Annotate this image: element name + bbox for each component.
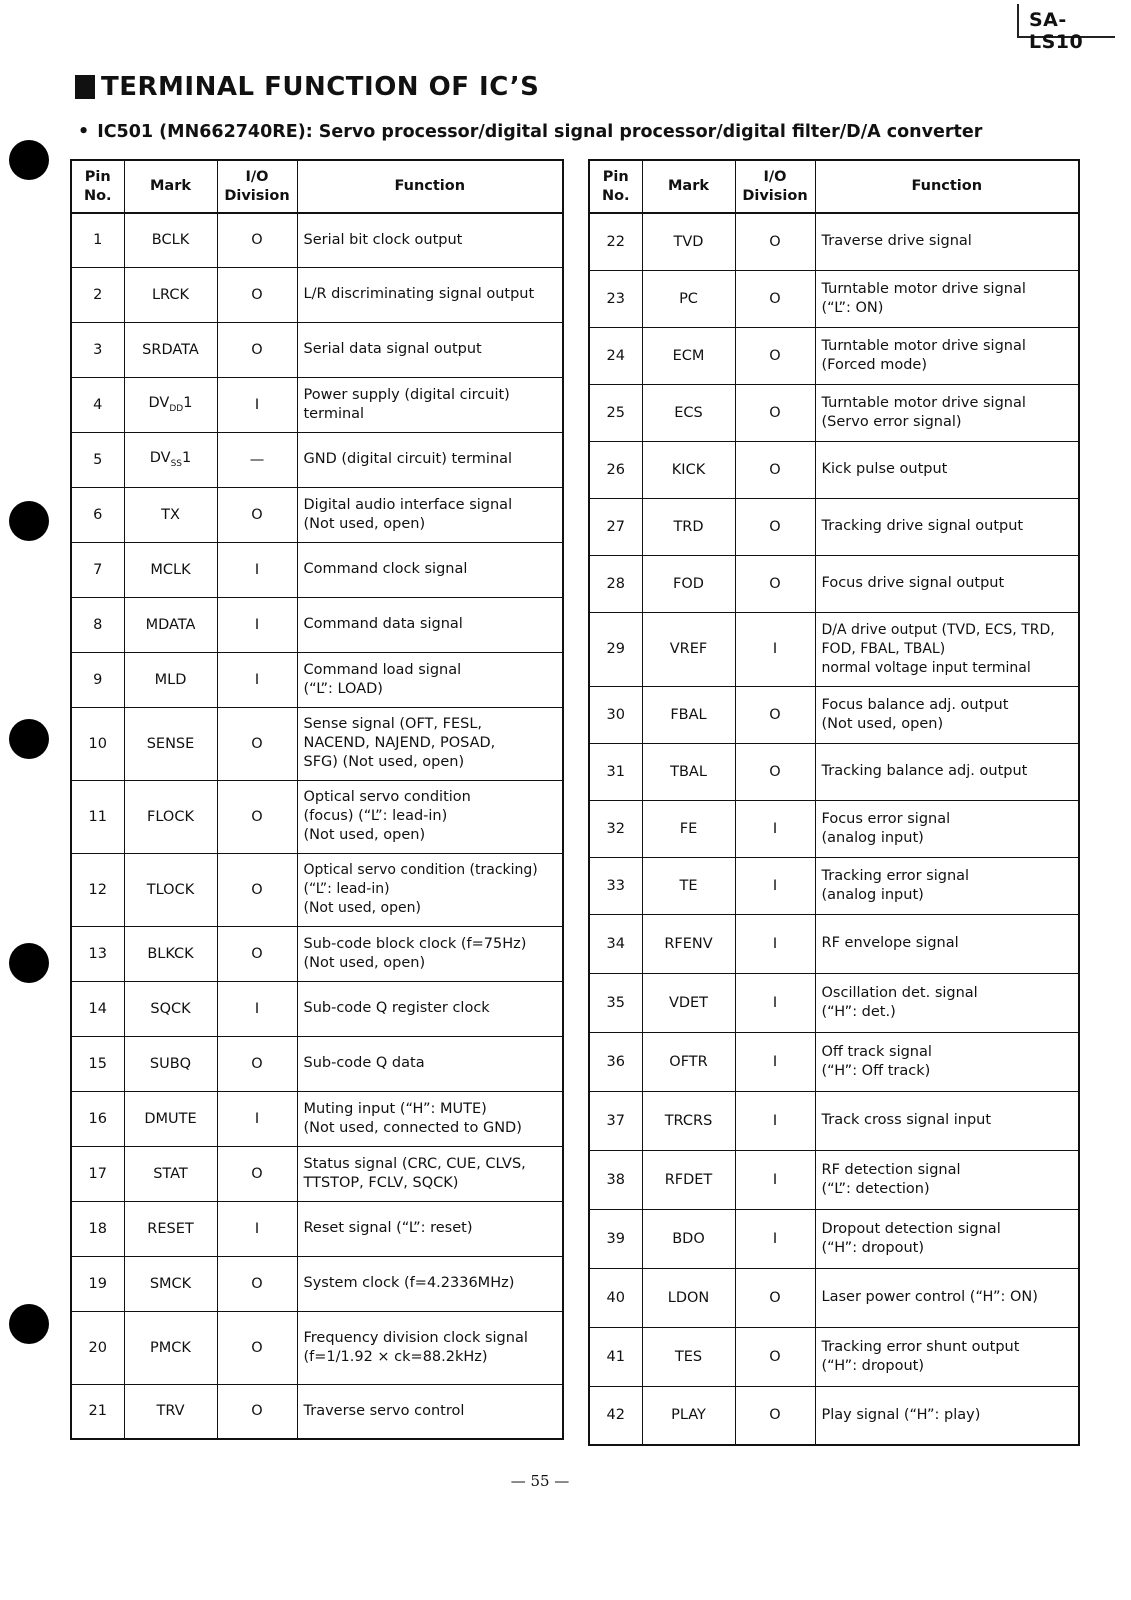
pin-number: 18 bbox=[71, 1201, 124, 1256]
table-row bbox=[589, 441, 1079, 498]
pin-mark: TRCRS bbox=[642, 1091, 735, 1150]
pin-mark: $DV_{DD}1$ bbox=[124, 377, 217, 432]
pin-function: Oscillation det. signal (“H”: det.) bbox=[815, 973, 1079, 1032]
pin-io: O bbox=[217, 1036, 297, 1091]
pin-function: RF envelope signal bbox=[815, 914, 1079, 973]
pin-io: O bbox=[735, 270, 815, 327]
pin-io: I bbox=[217, 981, 297, 1036]
pin-io: I bbox=[217, 652, 297, 707]
pin-io: O bbox=[735, 1386, 815, 1445]
pin-mark: BCLK bbox=[124, 213, 217, 267]
pin-io: — bbox=[217, 432, 297, 487]
pin-mark: SRDATA bbox=[124, 322, 217, 377]
table-row bbox=[71, 1091, 563, 1146]
pin-io: O bbox=[217, 926, 297, 981]
pin-mark: PMCK bbox=[124, 1311, 217, 1384]
pin-function: Optical servo condition (tracking) (“L”: lead-in) (Not used, open) bbox=[297, 853, 563, 926]
table-row bbox=[589, 498, 1079, 555]
pin-number: 29 bbox=[589, 612, 642, 686]
pin-number: 27 bbox=[589, 498, 642, 555]
table-row bbox=[71, 322, 563, 377]
table-row bbox=[589, 612, 1079, 686]
pin-number: 31 bbox=[589, 743, 642, 800]
table-row bbox=[589, 1032, 1079, 1091]
model-number: SA-LS10 bbox=[1029, 9, 1084, 53]
punch-hole-icon bbox=[9, 140, 49, 180]
pin-number: 38 bbox=[589, 1150, 642, 1209]
pin-io: O bbox=[217, 213, 297, 267]
pin-number: 22 bbox=[589, 213, 642, 270]
column-header-io: I/O Division bbox=[217, 160, 297, 213]
pin-mark: BDO bbox=[642, 1209, 735, 1268]
pin-function: Focus drive signal output bbox=[815, 555, 1079, 612]
pin-io: O bbox=[735, 686, 815, 743]
pin-mark: TBAL bbox=[642, 743, 735, 800]
pin-number: 4 bbox=[71, 377, 124, 432]
pin-table-left bbox=[70, 159, 564, 1440]
section-title-text: TERMINAL FUNCTION OF IC’S bbox=[101, 72, 540, 102]
pin-function: Power supply (digital circuit) terminal bbox=[297, 377, 563, 432]
pin-function: Tracking error shunt output (“H”: dropout) bbox=[815, 1327, 1079, 1386]
pin-function: Optical servo condition (focus) (“L”: lead-in) (Not used, open) bbox=[297, 780, 563, 853]
column-header-pin: Pin No. bbox=[589, 160, 642, 213]
pin-function: Off track signal (“H”: Off track) bbox=[815, 1032, 1079, 1091]
pin-io: I bbox=[735, 1032, 815, 1091]
table-row bbox=[589, 213, 1079, 270]
pin-function: Sub-code Q data bbox=[297, 1036, 563, 1091]
pin-mark: $DV_{SS}1$ bbox=[124, 432, 217, 487]
table-row bbox=[71, 780, 563, 853]
pin-io: O bbox=[217, 853, 297, 926]
pin-function: Serial data signal output bbox=[297, 322, 563, 377]
table-row bbox=[589, 914, 1079, 973]
ic-subtitle-text: IC501 (MN662740RE): Servo processor/digital signal processor/digital filter/D/A converter bbox=[97, 122, 983, 142]
pin-io: O bbox=[217, 267, 297, 322]
pin-number: 19 bbox=[71, 1256, 124, 1311]
punch-hole-icon bbox=[9, 501, 49, 541]
pin-io: O bbox=[217, 1146, 297, 1201]
pin-mark: SENSE bbox=[124, 707, 217, 780]
pin-function: Command clock signal bbox=[297, 542, 563, 597]
table-row bbox=[589, 555, 1079, 612]
pin-function: System clock (f=4.2336MHz) bbox=[297, 1256, 563, 1311]
pin-io: O bbox=[217, 1384, 297, 1439]
table-row bbox=[589, 270, 1079, 327]
pin-function: Reset signal (“L”: reset) bbox=[297, 1201, 563, 1256]
pin-mark: RESET bbox=[124, 1201, 217, 1256]
pin-function: Tracking balance adj. output bbox=[815, 743, 1079, 800]
page-number: — 55 — bbox=[510, 1472, 570, 1490]
pin-io: I bbox=[217, 597, 297, 652]
table-row bbox=[589, 857, 1079, 914]
pin-number: 13 bbox=[71, 926, 124, 981]
pin-number: 39 bbox=[589, 1209, 642, 1268]
pin-number: 34 bbox=[589, 914, 642, 973]
pin-mark: FE bbox=[642, 800, 735, 857]
table-row bbox=[71, 487, 563, 542]
pin-function: Command data signal bbox=[297, 597, 563, 652]
pin-number: 37 bbox=[589, 1091, 642, 1150]
pin-number: 40 bbox=[589, 1268, 642, 1327]
pin-number: 21 bbox=[71, 1384, 124, 1439]
pin-number: 11 bbox=[71, 780, 124, 853]
pin-io: I bbox=[217, 1091, 297, 1146]
pin-number: 7 bbox=[71, 542, 124, 597]
pin-mark: LDON bbox=[642, 1268, 735, 1327]
ic-subtitle bbox=[78, 122, 982, 142]
pin-mark: TES bbox=[642, 1327, 735, 1386]
punch-hole-icon bbox=[9, 719, 49, 759]
pin-io: I bbox=[735, 857, 815, 914]
pin-io: I bbox=[735, 914, 815, 973]
pin-mark: SMCK bbox=[124, 1256, 217, 1311]
pin-function: Play signal (“H”: play) bbox=[815, 1386, 1079, 1445]
table-row bbox=[589, 1268, 1079, 1327]
column-header-pin: Pin No. bbox=[71, 160, 124, 213]
pin-mark: BLKCK bbox=[124, 926, 217, 981]
pin-io: O bbox=[735, 213, 815, 270]
pin-number: 9 bbox=[71, 652, 124, 707]
pin-mark: ECS bbox=[642, 384, 735, 441]
column-header-function: Function bbox=[815, 160, 1079, 213]
pin-mark: MCLK bbox=[124, 542, 217, 597]
pin-table-right bbox=[588, 159, 1080, 1446]
table-row bbox=[71, 1036, 563, 1091]
pin-number: 6 bbox=[71, 487, 124, 542]
column-header-function: Function bbox=[297, 160, 563, 213]
pin-io: O bbox=[735, 498, 815, 555]
table-row bbox=[589, 384, 1079, 441]
table-row bbox=[71, 597, 563, 652]
table-row bbox=[589, 1386, 1079, 1445]
table-row bbox=[589, 800, 1079, 857]
table-row bbox=[71, 1384, 563, 1439]
pin-mark: FOD bbox=[642, 555, 735, 612]
pin-mark: VREF bbox=[642, 612, 735, 686]
table-row bbox=[589, 1327, 1079, 1386]
table-row bbox=[71, 707, 563, 780]
table-row bbox=[71, 853, 563, 926]
pin-number: 15 bbox=[71, 1036, 124, 1091]
pin-number: 14 bbox=[71, 981, 124, 1036]
pin-mark: KICK bbox=[642, 441, 735, 498]
pin-number: 26 bbox=[589, 441, 642, 498]
pin-io: O bbox=[217, 1256, 297, 1311]
table-row bbox=[71, 542, 563, 597]
pin-number: 25 bbox=[589, 384, 642, 441]
pin-number: 36 bbox=[589, 1032, 642, 1091]
pin-mark: PC bbox=[642, 270, 735, 327]
column-header-io: I/O Division bbox=[735, 160, 815, 213]
pin-function: Tracking error signal (analog input) bbox=[815, 857, 1079, 914]
table-row bbox=[589, 686, 1079, 743]
pin-number: 10 bbox=[71, 707, 124, 780]
pin-number: 3 bbox=[71, 322, 124, 377]
pin-function: Tracking drive signal output bbox=[815, 498, 1079, 555]
pin-number: 28 bbox=[589, 555, 642, 612]
pin-io: O bbox=[735, 743, 815, 800]
pin-function: Focus error signal (analog input) bbox=[815, 800, 1079, 857]
table-row bbox=[71, 1311, 563, 1384]
pin-mark: OFTR bbox=[642, 1032, 735, 1091]
pin-function: Digital audio interface signal (Not used, open) bbox=[297, 487, 563, 542]
section-title bbox=[75, 72, 539, 102]
pin-function: Command load signal (“L”: LOAD) bbox=[297, 652, 563, 707]
pin-io: I bbox=[217, 1201, 297, 1256]
pin-number: 41 bbox=[589, 1327, 642, 1386]
pin-mark: PLAY bbox=[642, 1386, 735, 1445]
pin-number: 16 bbox=[71, 1091, 124, 1146]
pin-function: Sense signal (OFT, FESL, NACEND, NAJEND, POSAD, SFG) (Not used, open) bbox=[297, 707, 563, 780]
pin-function: L/R discriminating signal output bbox=[297, 267, 563, 322]
punch-hole-icon bbox=[9, 943, 49, 983]
table-row bbox=[71, 1201, 563, 1256]
pin-number: 35 bbox=[589, 973, 642, 1032]
table-row bbox=[589, 1091, 1079, 1150]
pin-mark: TLOCK bbox=[124, 853, 217, 926]
pin-mark: RFENV bbox=[642, 914, 735, 973]
pin-io: O bbox=[735, 1327, 815, 1386]
pin-io: I bbox=[735, 1091, 815, 1150]
pin-function: Status signal (CRC, CUE, CLVS, TTSTOP, FCLV, SQCK) bbox=[297, 1146, 563, 1201]
table-row bbox=[71, 981, 563, 1036]
pin-function: Focus balance adj. output (Not used, open) bbox=[815, 686, 1079, 743]
pin-io: I bbox=[735, 612, 815, 686]
pin-function: Traverse servo control bbox=[297, 1384, 563, 1439]
pin-io: O bbox=[217, 322, 297, 377]
pin-io: I bbox=[735, 800, 815, 857]
pin-mark: TVD bbox=[642, 213, 735, 270]
pin-io: O bbox=[735, 1268, 815, 1327]
pin-mark: MDATA bbox=[124, 597, 217, 652]
table-row bbox=[71, 377, 563, 432]
pin-mark: TE bbox=[642, 857, 735, 914]
table-row bbox=[71, 1256, 563, 1311]
pin-number: 17 bbox=[71, 1146, 124, 1201]
table-row bbox=[71, 267, 563, 322]
pin-function: Muting input (“H”: MUTE) (Not used, connected to GND) bbox=[297, 1091, 563, 1146]
pin-function: Dropout detection signal (“H”: dropout) bbox=[815, 1209, 1079, 1268]
pin-mark: STAT bbox=[124, 1146, 217, 1201]
pin-number: 42 bbox=[589, 1386, 642, 1445]
table-row bbox=[71, 652, 563, 707]
table-row bbox=[71, 432, 563, 487]
pin-io: O bbox=[217, 487, 297, 542]
pin-io: O bbox=[217, 1311, 297, 1384]
pin-function: Serial bit clock output bbox=[297, 213, 563, 267]
pin-mark: FLOCK bbox=[124, 780, 217, 853]
pin-function: Sub-code Q register clock bbox=[297, 981, 563, 1036]
pin-function: D/A drive output (TVD, ECS, TRD, FOD, FBAL, TBAL) normal voltage input terminal bbox=[815, 612, 1079, 686]
pin-mark: MLD bbox=[124, 652, 217, 707]
pin-mark: RFDET bbox=[642, 1150, 735, 1209]
pin-io: I bbox=[735, 1209, 815, 1268]
pin-number: 1 bbox=[71, 213, 124, 267]
pin-mark: ECM bbox=[642, 327, 735, 384]
table-header-row bbox=[589, 160, 1079, 213]
pin-function: Kick pulse output bbox=[815, 441, 1079, 498]
table-header-row bbox=[71, 160, 563, 213]
pin-io: O bbox=[735, 441, 815, 498]
table-row bbox=[71, 213, 563, 267]
pin-number: 32 bbox=[589, 800, 642, 857]
pin-number: 33 bbox=[589, 857, 642, 914]
pin-mark: SUBQ bbox=[124, 1036, 217, 1091]
pin-io: O bbox=[217, 707, 297, 780]
punch-hole-icon bbox=[9, 1304, 49, 1344]
pin-number: 12 bbox=[71, 853, 124, 926]
pin-mark: FBAL bbox=[642, 686, 735, 743]
pin-function: Turntable motor drive signal (Forced mode) bbox=[815, 327, 1079, 384]
pin-mark: SQCK bbox=[124, 981, 217, 1036]
pin-function: Laser power control (“H”: ON) bbox=[815, 1268, 1079, 1327]
bullet-icon: • bbox=[78, 122, 90, 142]
pin-io: I bbox=[735, 1150, 815, 1209]
pin-function: Frequency division clock signal (f=1/1.92 × ck=88.2kHz) bbox=[297, 1311, 563, 1384]
pin-mark: VDET bbox=[642, 973, 735, 1032]
pin-mark: LRCK bbox=[124, 267, 217, 322]
pin-number: 23 bbox=[589, 270, 642, 327]
pin-number: 24 bbox=[589, 327, 642, 384]
pin-io: I bbox=[217, 542, 297, 597]
table-row bbox=[589, 327, 1079, 384]
pin-function: Track cross signal input bbox=[815, 1091, 1079, 1150]
pin-function: Turntable motor drive signal (Servo error signal) bbox=[815, 384, 1079, 441]
model-box bbox=[1017, 4, 1115, 53]
table-row bbox=[589, 1150, 1079, 1209]
pin-mark: TRD bbox=[642, 498, 735, 555]
title-square-icon bbox=[75, 75, 95, 99]
column-header-mark: Mark bbox=[642, 160, 735, 213]
pin-io: O bbox=[735, 327, 815, 384]
pin-io: I bbox=[735, 973, 815, 1032]
pin-io: I bbox=[217, 377, 297, 432]
pin-number: 5 bbox=[71, 432, 124, 487]
pin-io: O bbox=[735, 384, 815, 441]
column-header-mark: Mark bbox=[124, 160, 217, 213]
pin-function: GND (digital circuit) terminal bbox=[297, 432, 563, 487]
pin-mark: TX bbox=[124, 487, 217, 542]
table-row bbox=[589, 1209, 1079, 1268]
table-row bbox=[589, 743, 1079, 800]
pin-number: 20 bbox=[71, 1311, 124, 1384]
pin-function: Turntable motor drive signal (“L”: ON) bbox=[815, 270, 1079, 327]
pin-io: O bbox=[217, 780, 297, 853]
pin-function: Traverse drive signal bbox=[815, 213, 1079, 270]
pin-io: O bbox=[735, 555, 815, 612]
pin-function: Sub-code block clock (f=75Hz) (Not used, open) bbox=[297, 926, 563, 981]
pin-mark: DMUTE bbox=[124, 1091, 217, 1146]
pin-number: 30 bbox=[589, 686, 642, 743]
pin-number: 2 bbox=[71, 267, 124, 322]
pin-function: RF detection signal (“L”: detection) bbox=[815, 1150, 1079, 1209]
pin-number: 8 bbox=[71, 597, 124, 652]
table-row bbox=[71, 926, 563, 981]
pin-mark: TRV bbox=[124, 1384, 217, 1439]
table-row bbox=[71, 1146, 563, 1201]
table-row bbox=[589, 973, 1079, 1032]
